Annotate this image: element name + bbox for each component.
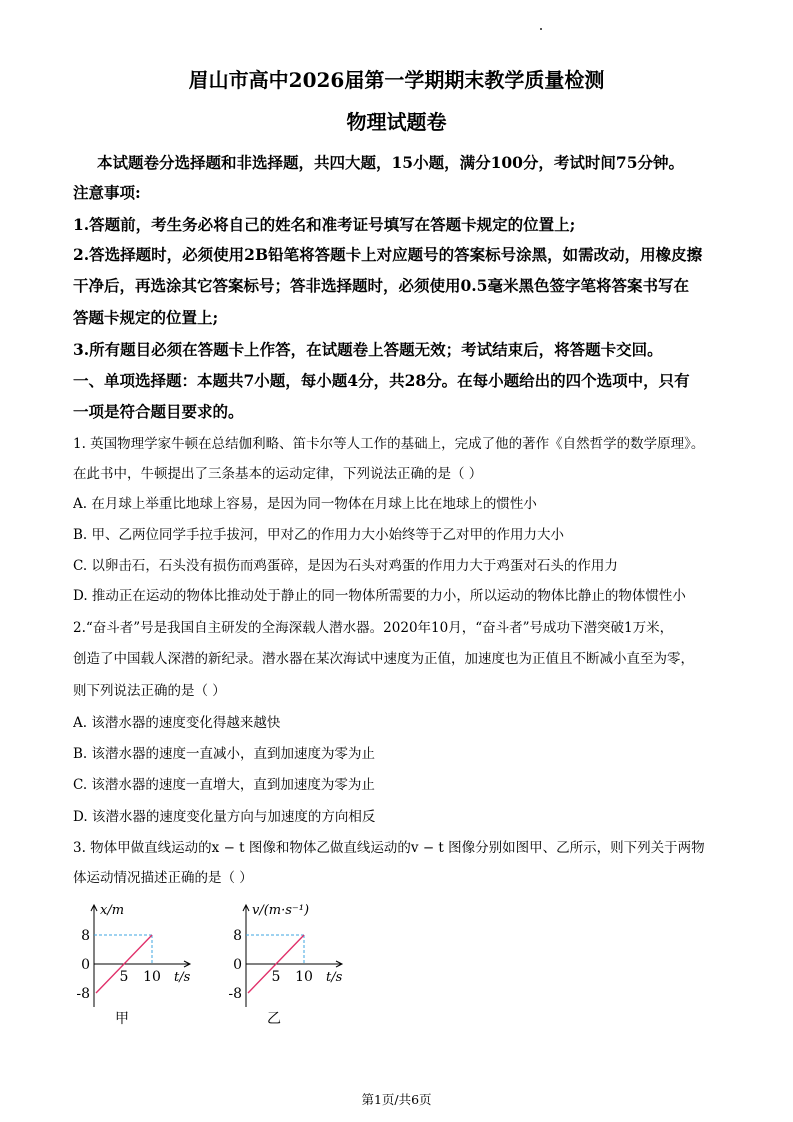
q2-option-c: C. 该潜水器的速度一直增大，直到加速度为零为止 <box>73 777 375 793</box>
q3-stem-line-2: 体运动情况描述正确的是（ ） <box>73 870 253 886</box>
q2-stem-line-1: 2.“奋斗者”号是我国自主研发的全海深载人潜水器。2020年10月，“奋斗者”号成功下潜突破1万米， <box>73 620 674 636</box>
scan-dot <box>540 28 542 30</box>
q2-option-a: A. 该潜水器的速度变化得越来越快 <box>73 715 281 731</box>
notice-item-1: 1.答题前，考生务必将自己的姓名和准考证号填写在答题卡规定的位置上; <box>73 215 576 234</box>
q2-option-b: B. 该潜水器的速度一直减小，直到加速度为零为止 <box>73 746 376 762</box>
q2-stem-line-3: 则下列说法正确的是（ ） <box>73 683 226 699</box>
q1-option-c: C. 以卵击石，石头没有损伤而鸡蛋碎，是因为石头对鸡蛋的作用力大于鸡蛋对石头的作用力 <box>73 558 618 574</box>
chart-caption: 乙 <box>267 1011 281 1027</box>
y-axis-label: v/(m·s⁻¹) <box>252 903 310 918</box>
x-axis-label: t/s <box>326 970 343 985</box>
q1-stem-line-1: 1. 英国物理学家牛顿在总结伽利略、笛卡尔等人工作的基础上，完成了他的著作《自然哲学的数学原理》。 <box>73 436 705 452</box>
y-axis-label: x/m <box>100 903 125 918</box>
notice-item-2-line-3: 答题卡规定的位置上; <box>73 308 219 327</box>
q1-stem-line-2: 在此书中，牛顿提出了三条基本的运动定律，下列说法正确的是（ ） <box>73 466 483 482</box>
x-tick-label: 10 <box>295 969 313 985</box>
q3-stem-line-1: 3. 物体甲做直线运动的x − t 图像和物体乙做直线运动的v − t 图像分别如图甲、乙所示，则下列关于两物 <box>73 840 705 856</box>
y-tick-label: -8 <box>228 986 242 1002</box>
chart-yi <box>222 895 372 1030</box>
notice-item-3: 3.所有题目必须在答题卡上作答，在试题卷上答题无效；考试结束后，将答题卡交回。 <box>73 340 663 359</box>
y-tick-label: 0 <box>81 957 90 973</box>
notice-item-2-line-2: 干净后，再选涂其它答案标号；答非选择题时，必须使用0.5毫米黑色签字笔将答案书写在 <box>73 276 689 295</box>
q1-option-b: B. 甲、乙两位同学手拉手拔河，甲对乙的作用力大小始终等于乙对甲的作用力大小 <box>73 527 565 543</box>
exam-subtitle: 物理试题卷 <box>346 110 447 134</box>
x-tick-label: 5 <box>271 969 281 985</box>
q1-option-d: D. 推动正在运动的物体比推动处于静止的同一物体所需要的力小，所以运动的物体比静止的物体惯性小 <box>73 588 686 604</box>
exam-title: 眉山市高中2026届第一学期期末教学质量检测 <box>188 68 605 92</box>
figure-yi <box>222 895 372 1034</box>
x-axis-label: t/s <box>174 970 191 985</box>
section1-heading-line-2: 一项是符合题目要求的。 <box>73 402 244 421</box>
x-tick-label: 5 <box>119 969 129 985</box>
q2-option-d: D. 该潜水器的速度变化量方向与加速度的方向相反 <box>73 809 376 825</box>
notice-heading: 注意事项: <box>73 183 141 202</box>
notice-item-2-line-1: 2.答选择题时，必须使用2B铅笔将答题卡上对应题号的答案标号涂黑，如需改动，用橡皮擦 <box>73 245 703 264</box>
chart-jia <box>70 895 210 1030</box>
q1-option-a: A. 在月球上举重比地球上容易，是因为同一物体在月球上比在地球上的惯性小 <box>73 496 537 512</box>
x-tick-label: 10 <box>143 969 161 985</box>
page-footer: 第1页/共6页 <box>361 1092 432 1107</box>
chart-caption: 甲 <box>115 1011 129 1027</box>
y-tick-label: 8 <box>81 928 90 944</box>
q2-stem-line-2: 创造了中国载人深潜的新纪录。潜水器在某次海试中速度为正值，加速度也为正值且不断减小直至为零， <box>73 651 694 667</box>
y-tick-label: 0 <box>233 957 242 973</box>
y-tick-label: 8 <box>233 928 242 944</box>
figure-jia <box>70 895 210 1034</box>
section1-heading-line-1: 一、单项选择题：本题共7小题，每小题4分，共28分。在每小题给出的四个选项中，只有 <box>73 371 690 390</box>
intro-text: 本试题卷分选择题和非选择题，共四大题，15小题，满分100分，考试时间75分钟。 <box>97 153 684 172</box>
y-tick-label: -8 <box>76 986 90 1002</box>
